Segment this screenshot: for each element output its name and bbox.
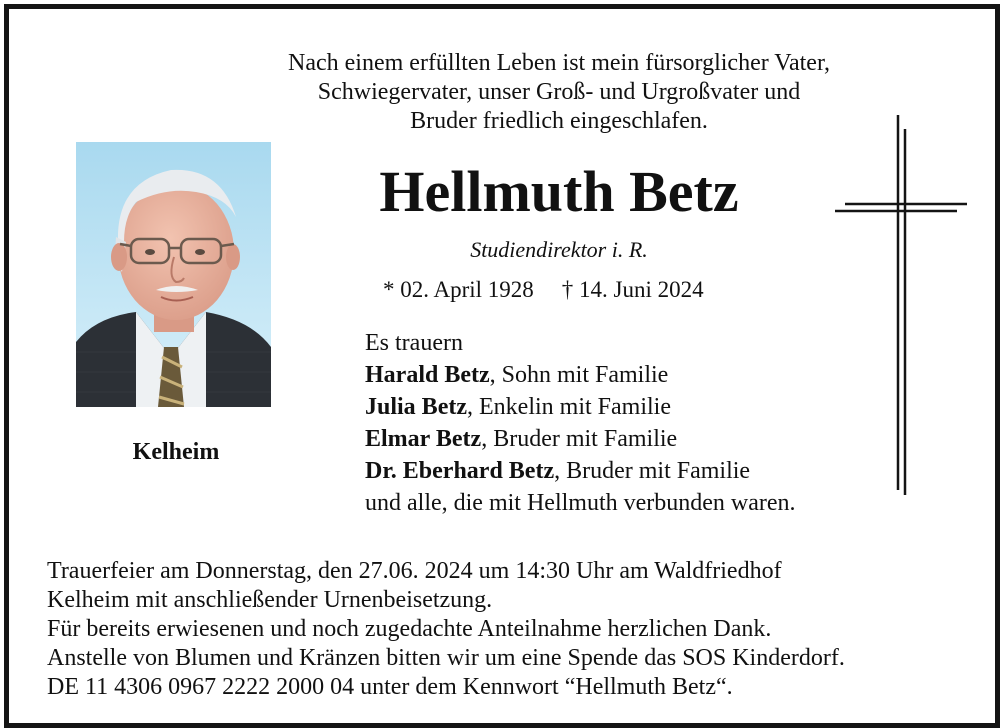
cross-icon bbox=[835, 115, 975, 495]
mourner-relation: , Sohn mit Familie bbox=[489, 362, 669, 388]
portrait-photo bbox=[76, 142, 271, 407]
mourner-entry bbox=[365, 391, 796, 423]
mourner-name: Harald Betz bbox=[365, 362, 490, 388]
footer-line: Anstelle von Blumen und Kränzen bitten wir um eine Spende das SOS Kinderdorf. bbox=[47, 645, 845, 671]
intro-line: Nach einem erfüllten Leben ist mein fürsorglicher Vater, bbox=[288, 50, 830, 76]
birth-date: * 02. April 1928 bbox=[383, 277, 534, 302]
mourner-name: Dr. Eberhard Betz bbox=[365, 458, 555, 484]
mourner-name: Elmar Betz bbox=[365, 426, 482, 452]
mourner-relation: , Bruder mit Familie bbox=[554, 458, 751, 484]
mourner-relation: , Bruder mit Familie bbox=[481, 426, 678, 452]
intro-line: Schwiegervater, unser Groß- und Urgroßvater und bbox=[317, 79, 801, 105]
footer-line: DE 11 4306 0967 2222 2000 04 unter dem Kennwort “Hellmuth Betz“. bbox=[47, 674, 733, 700]
mourner-entry bbox=[365, 455, 796, 487]
mourners-closing: und alle, die mit Hellmuth verbunden waren. bbox=[365, 490, 796, 516]
mourner-entry bbox=[365, 359, 796, 391]
mourners-list bbox=[365, 327, 796, 519]
life-dates bbox=[383, 277, 704, 303]
intro-line: Bruder friedlich eingeschlafen. bbox=[410, 108, 708, 134]
footer-line: Für bereits erwiesenen und noch zugedachte Anteilnahme herzlichen Dank. bbox=[47, 616, 772, 642]
footer-line: Kelheim mit anschließender Urnenbeisetzung. bbox=[47, 587, 493, 613]
mourner-relation: , Enkelin mit Familie bbox=[467, 394, 671, 420]
mourner-entry bbox=[365, 423, 796, 455]
deceased-name: Hellmuth Betz bbox=[379, 159, 739, 224]
portrait-illustration bbox=[76, 142, 271, 407]
mourner-name: Julia Betz bbox=[365, 394, 467, 420]
ceremony-details bbox=[47, 557, 987, 702]
place-label: Kelheim bbox=[132, 439, 220, 465]
mourners-heading: Es trauern bbox=[365, 330, 463, 356]
death-date: † 14. Juni 2024 bbox=[561, 277, 704, 302]
obituary-notice bbox=[4, 4, 1000, 728]
deceased-title: Studiendirektor i. R. bbox=[470, 237, 648, 262]
footer-line: Trauerfeier am Donnerstag, den 27.06. 2024 um 14:30 Uhr am Waldfriedhof bbox=[47, 558, 782, 584]
intro-text bbox=[209, 49, 909, 136]
